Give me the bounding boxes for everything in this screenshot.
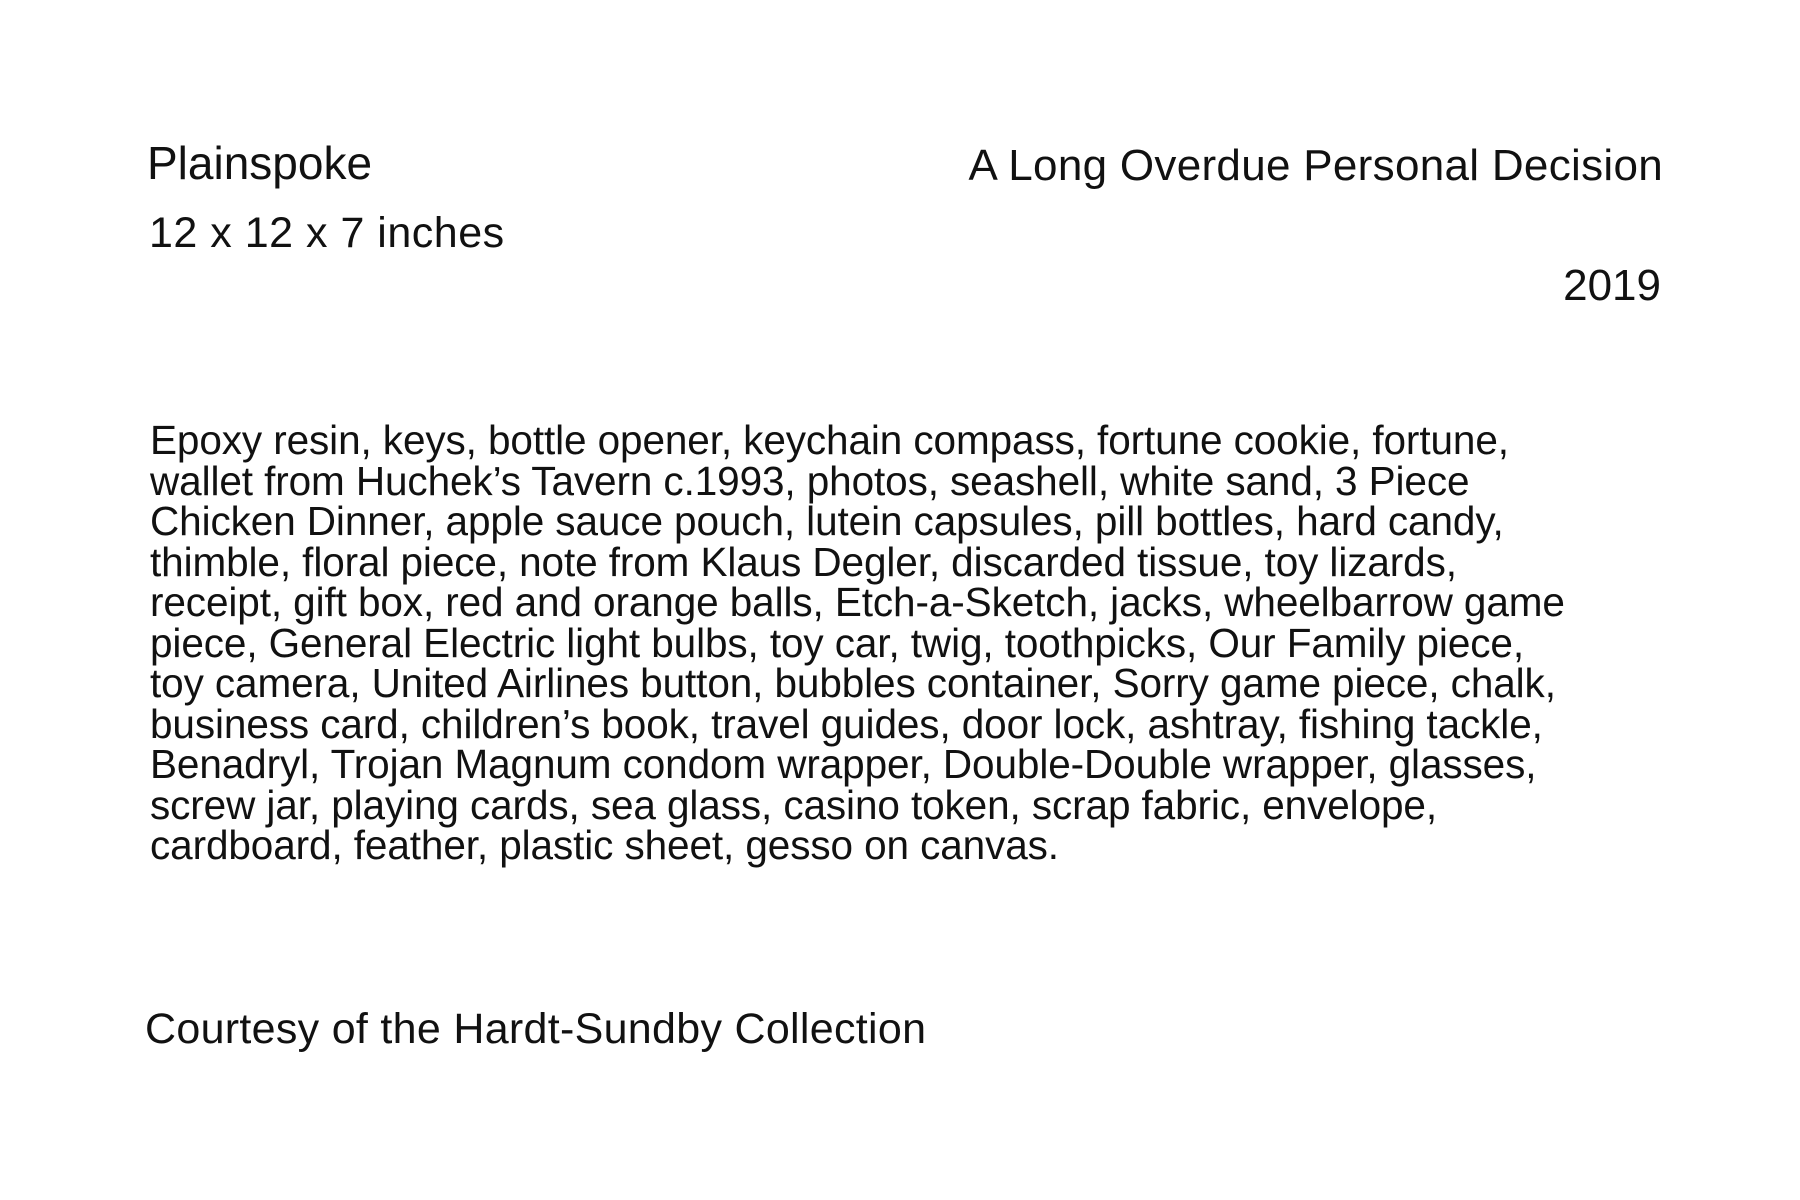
materials-line: Chicken Dinner, apple sauce pouch, lutein capsules, pill bottles, hard candy, — [150, 498, 1504, 544]
materials-line: thimble, floral piece, note from Klaus Degler, discarded tissue, toy lizards, — [150, 538, 1457, 585]
materials-line: piece, General Electric light bulbs, toy car, twig, toothpicks, Our Family piece, — [150, 619, 1524, 666]
materials-line: Benadryl, Trojan Magnum condom wrapper, Double-Double wrapper, glasses, — [150, 741, 1537, 787]
collection-credit: Courtesy of the Hardt-Sundby Collection — [145, 1005, 927, 1053]
artist-name: Plainspoke — [147, 137, 373, 189]
artwork-year: 2019 — [1563, 261, 1661, 310]
materials-line: receipt, gift box, red and orange balls, Etch-a-Sketch, jacks, wheelbarrow game — [150, 579, 1565, 625]
materials-line: toy camera, United Airlines button, bubbles container, Sorry game piece, chalk, — [150, 660, 1556, 706]
artwork-title: A Long Overdue Personal Decision — [968, 141, 1663, 190]
materials-line: business card, children’s book, travel guides, door lock, ashtray, fishing tackle, — [150, 700, 1543, 747]
artwork-dimensions: 12 x 12 x 7 inches — [149, 209, 505, 257]
materials-line: cardboard, feather, plastic sheet, gesso on canvas. — [150, 822, 1059, 868]
materials-line: screw jar, playing cards, sea glass, casino token, scrap fabric, envelope, — [150, 781, 1437, 828]
materials-line: Epoxy resin, keys, bottle opener, keychain compass, fortune cookie, fortune, — [150, 417, 1509, 463]
materials-line: wallet from Huchek’s Tavern c.1993, photos, seashell, white sand, 3 Piece — [150, 457, 1470, 504]
materials-list — [150, 417, 1670, 868]
